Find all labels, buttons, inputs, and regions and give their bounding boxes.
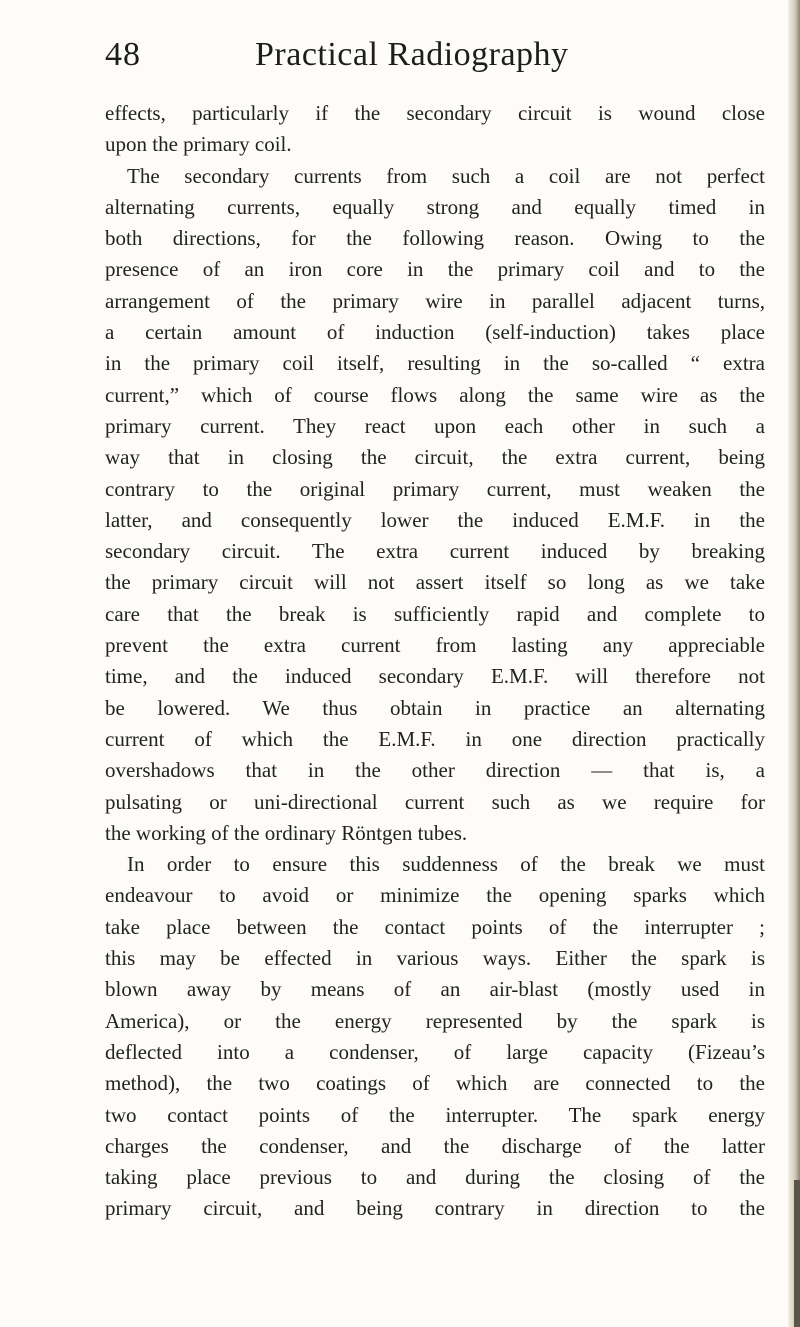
text-line: prevent the extra current from lasting any appreciable — [105, 633, 765, 658]
text-line: the working of the ordinary Röntgen tubes. — [105, 820, 468, 845]
text-line: a certain amount of induction (self-induction) takes place — [105, 320, 765, 345]
paragraph-first-line: In order to ensure this suddenness of the break we must — [127, 852, 765, 877]
text-line: both directions, for the following reason. Owing to the — [105, 226, 765, 251]
text-line: be lowered. We thus obtain in practice an alternating — [105, 695, 765, 720]
text-line: current,” which of course flows along the same wire as the — [105, 382, 765, 407]
text-line: latter, and consequently lower the induced E.M.F. in the — [105, 507, 765, 532]
text-line: taking place previous to and during the closing of the — [105, 1165, 765, 1190]
paragraph-first-line: The secondary currents from such a coil are not perfect — [127, 163, 765, 188]
text-line: arrangement of the primary wire in parallel adjacent turns, — [105, 288, 765, 313]
page-edge-shadow — [788, 0, 800, 1327]
text-line: take place between the contact points of the interrupter ; — [105, 914, 765, 939]
text-line: this may be effected in various ways. Either the spark is — [105, 946, 765, 971]
text-line: presence of an iron core in the primary coil and to the — [105, 257, 765, 282]
text-line: effects, particularly if the secondary circuit is wound close — [105, 101, 765, 125]
running-head: Practical Radiography — [255, 36, 569, 73]
text-line: primary circuit, and being contrary in direction to the — [105, 1196, 765, 1221]
text-line: time, and the induced secondary E.M.F. will therefore not — [105, 664, 765, 689]
text-line: two contact points of the interrupter. The spark energy — [105, 1102, 765, 1127]
text-line: charges the condenser, and the discharge of the latter — [105, 1133, 765, 1158]
text-line: endeavour to avoid or minimize the opening sparks which — [105, 883, 765, 908]
text-line: alternating currents, equally strong and equally timed in — [105, 194, 765, 219]
text-line: in the primary coil itself, resulting in the so-called “ extra — [105, 351, 765, 376]
text-line: method), the two coatings of which are connected to the — [105, 1071, 765, 1096]
text-line: upon the primary coil. — [105, 132, 292, 157]
text-line: the primary circuit will not assert itself so long as we take — [105, 570, 765, 595]
text-line: current of which the E.M.F. in one direction practically — [105, 726, 765, 751]
text-line: blown away by means of an air-blast (mostly used in — [105, 977, 765, 1002]
page-number: 48 — [105, 36, 141, 73]
text-line: contrary to the original primary current, must weaken the — [105, 476, 765, 501]
text-line: way that in closing the circuit, the extra current, being — [105, 445, 765, 470]
page-edge-dark — [794, 1180, 800, 1327]
text-line: America), or the energy represented by the spark is — [105, 1008, 765, 1033]
text-line: secondary circuit. The extra current induced by breaking — [105, 539, 765, 564]
text-line: primary current. They react upon each other in such a — [105, 413, 765, 438]
text-line: overshadows that in the other direction — that is, a — [105, 758, 765, 783]
page-header — [95, 36, 715, 80]
text-line: care that the break is sufficiently rapid and complete to — [105, 601, 765, 626]
text-line: deflected into a condenser, of large capacity (Fizeau’s — [105, 1039, 765, 1064]
text-line: pulsating or uni-directional current such as we require for — [105, 789, 765, 814]
body-text — [105, 98, 765, 1225]
